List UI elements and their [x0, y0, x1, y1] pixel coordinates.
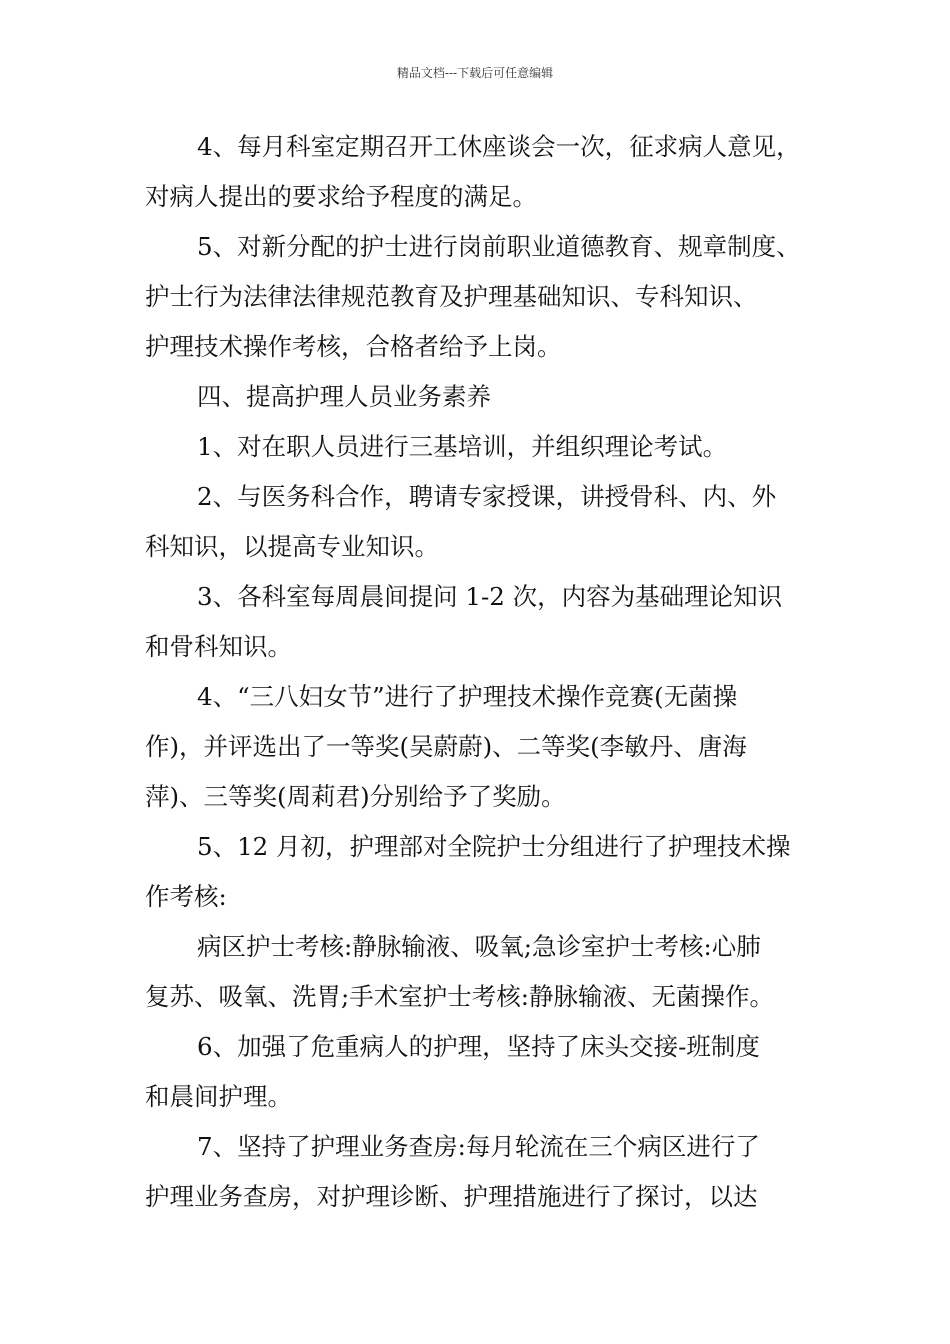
text-line: 4、“三八妇女节”进行了护理技术操作竞赛(无菌操 [197, 682, 738, 711]
text-line: 护士行为法律法律规范教育及护理基础知识、专科知识、 [145, 282, 758, 311]
text-line: 1、对在职人员进行三基培训，并组织理论考试。 [197, 432, 728, 461]
text-line: 和骨科知识。 [145, 632, 292, 661]
section-heading: 四、提高护理人员业务素养 [197, 382, 491, 411]
text-line: 科知识，以提高专业知识。 [145, 532, 439, 561]
text-line: 病区护士考核:静脉输液、吸氧;急诊室护士考核:心肺 [197, 932, 761, 961]
text-line: 萍)、三等奖(周莉君)分别给予了奖励。 [145, 782, 566, 811]
text-line: 2、与医务科合作，聘请专家授课，讲授骨科、内、外 [197, 482, 777, 511]
text-line: 5、12 月初，护理部对全院护士分组进行了护理技术操 [197, 832, 791, 861]
text-line: 作考核: [145, 882, 227, 911]
text-line: 护理技术操作考核，合格者给予上岗。 [145, 332, 562, 361]
text-line: 对病人提出的要求给予程度的满足。 [145, 182, 537, 211]
text-line: 和晨间护理。 [145, 1082, 292, 1111]
text-line: 作)，并评选出了一等奖(吴蔚蔚)、二等奖(李敏丹、唐海 [145, 732, 747, 761]
document-body [145, 122, 835, 1222]
text-line: 5、对新分配的护士进行岗前职业道德教育、规章制度、 [197, 232, 801, 261]
text-line: 4、每月科室定期召开工休座谈会一次，征求病人意见， [197, 132, 801, 161]
text-line: 护理业务查房，对护理诊断、护理措施进行了探讨，以达 [145, 1182, 758, 1211]
page-header: 精品文档---下载后可任意编辑 [396, 66, 554, 80]
text-line: 6、加强了危重病人的护理，坚持了床头交接-班制度 [197, 1032, 760, 1061]
text-line: 3、各科室每周晨间提问 1-2 次，内容为基础理论知识 [197, 582, 783, 611]
text-line: 7、坚持了护理业务查房:每月轮流在三个病区进行了 [197, 1132, 760, 1161]
text-line: 复苏、吸氧、洗胃;手术室护士考核:静脉输液、无菌操作。 [145, 982, 775, 1011]
